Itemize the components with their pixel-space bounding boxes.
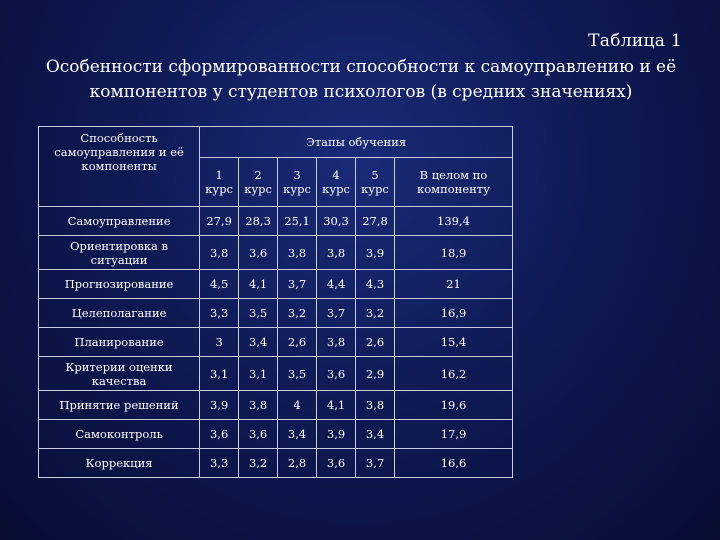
table-cell: 16,2 <box>394 357 512 391</box>
table-cell: 3,5 <box>239 299 278 328</box>
table-cell: 2,8 <box>278 449 317 478</box>
table-cell: 21 <box>394 270 512 299</box>
table-cell: 3,3 <box>200 449 239 478</box>
table-cell: 4,1 <box>239 270 278 299</box>
row-label: Самоконтроль <box>39 420 200 449</box>
table-cell: 3,6 <box>239 236 278 270</box>
table-cell: 30,3 <box>317 207 356 236</box>
table-cell: 15,4 <box>394 328 512 357</box>
row-label: Критерии оценки качества <box>39 357 200 391</box>
table-cell: 27,8 <box>356 207 395 236</box>
table-row <box>39 236 513 270</box>
table-cell: 28,3 <box>239 207 278 236</box>
table-cell: 3,7 <box>317 299 356 328</box>
corner-header: Способность самоуправления и её компоненты <box>39 127 200 207</box>
table-cell: 4,3 <box>356 270 395 299</box>
row-label: Самоуправление <box>39 207 200 236</box>
table-cell: 139,4 <box>394 207 512 236</box>
column-header: 3 курс <box>278 158 317 207</box>
table-cell: 3,8 <box>278 236 317 270</box>
page-title: Особенности сформированности способности к самоуправлению и её компонентов у студентов психологов (в средних значениях) <box>45 57 677 102</box>
table-cell: 2,9 <box>356 357 395 391</box>
row-label: Принятие решений <box>39 391 200 420</box>
table-number: Таблица 1 <box>588 31 682 51</box>
table-cell: 3 <box>200 328 239 357</box>
table-cell: 3,2 <box>239 449 278 478</box>
table-cell: 19,6 <box>394 391 512 420</box>
table-cell: 3,7 <box>278 270 317 299</box>
table-cell: 3,8 <box>317 328 356 357</box>
table-row <box>39 420 513 449</box>
table-cell: 25,1 <box>278 207 317 236</box>
table-cell: 17,9 <box>394 420 512 449</box>
column-header: 1 курс <box>200 158 239 207</box>
table-cell: 3,8 <box>317 236 356 270</box>
group-header: Этапы обучения <box>200 127 513 158</box>
table-row <box>39 299 513 328</box>
table-cell: 3,1 <box>239 357 278 391</box>
header-row-1 <box>39 127 513 158</box>
table-cell: 3,3 <box>200 299 239 328</box>
table-row <box>39 391 513 420</box>
table-cell: 3,2 <box>356 299 395 328</box>
table-cell: 4 <box>278 391 317 420</box>
row-label: Целеполагание <box>39 299 200 328</box>
table-cell: 4,1 <box>317 391 356 420</box>
table-cell: 3,6 <box>200 420 239 449</box>
table-cell: 4,5 <box>200 270 239 299</box>
table-cell: 2,6 <box>356 328 395 357</box>
row-label: Коррекция <box>39 449 200 478</box>
table-cell: 27,9 <box>200 207 239 236</box>
table-row <box>39 328 513 357</box>
table-cell: 3,8 <box>239 391 278 420</box>
table-cell: 3,9 <box>317 420 356 449</box>
table-cell: 3,5 <box>278 357 317 391</box>
table-row <box>39 357 513 391</box>
table-cell: 3,6 <box>317 449 356 478</box>
row-label: Прогнозирование <box>39 270 200 299</box>
table-row <box>39 207 513 236</box>
table-cell: 3,4 <box>239 328 278 357</box>
table-cell: 16,6 <box>394 449 512 478</box>
column-header: 5 курс <box>356 158 395 207</box>
table-cell: 3,1 <box>200 357 239 391</box>
column-header: 2 курс <box>239 158 278 207</box>
row-label: Планирование <box>39 328 200 357</box>
table-cell: 3,9 <box>356 236 395 270</box>
table-cell: 3,2 <box>278 299 317 328</box>
table-cell: 3,8 <box>356 391 395 420</box>
table-cell: 4,4 <box>317 270 356 299</box>
row-label: Ориентировка в ситуации <box>39 236 200 270</box>
table-cell: 16,9 <box>394 299 512 328</box>
table-row <box>39 270 513 299</box>
table-cell: 3,8 <box>200 236 239 270</box>
table-cell: 3,7 <box>356 449 395 478</box>
table-cell: 3,4 <box>356 420 395 449</box>
table-cell: 3,6 <box>317 357 356 391</box>
column-header: В целом по компоненту <box>394 158 512 207</box>
table-cell: 3,6 <box>239 420 278 449</box>
table-cell: 3,4 <box>278 420 317 449</box>
data-table <box>38 126 513 478</box>
table-cell: 3,9 <box>200 391 239 420</box>
table-cell: 18,9 <box>394 236 512 270</box>
column-header: 4 курс <box>317 158 356 207</box>
table-cell: 2,6 <box>278 328 317 357</box>
table-row <box>39 449 513 478</box>
